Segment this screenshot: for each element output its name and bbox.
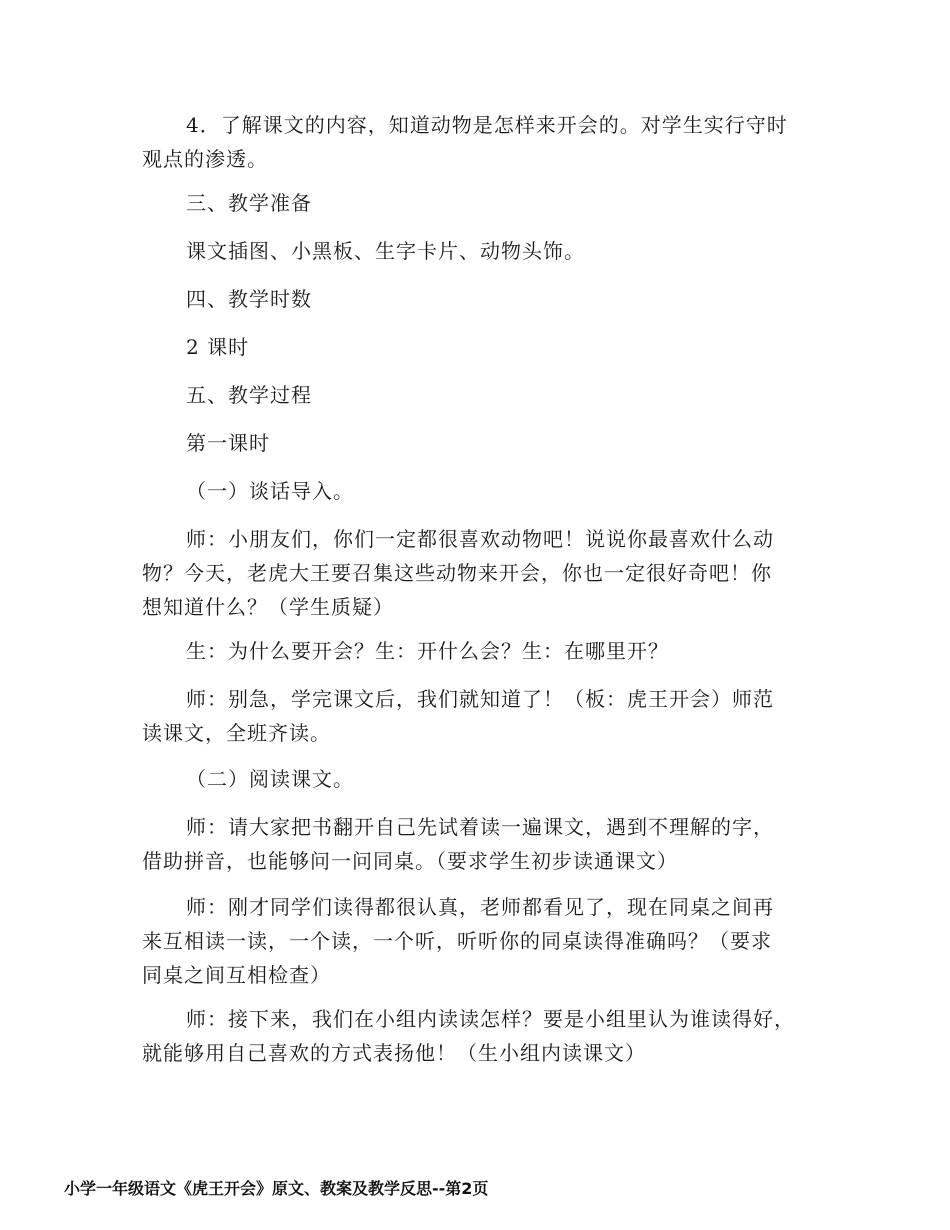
paragraph [142,378,842,412]
paragraph [142,108,842,176]
paragraph-line: 就能够用自己喜欢的方式表扬他！（生小组内读课文） [142,1041,646,1065]
paragraph-line: 师：刚才同学们读得都很认真，老师都看见了，现在同桌之间再 [186,895,774,919]
paragraph [142,282,842,316]
paragraph-line: （一）谈话导入。 [186,479,354,503]
paragraph-line: 师：别急，学完课文后，我们就知道了！（板：虎王开会）师范 [186,687,774,711]
paragraph [142,810,842,878]
paragraph [142,234,842,268]
paragraph-line: （二）阅读课文。 [186,767,354,791]
paragraph-line: 同桌之间互相检查） [142,963,331,987]
paragraph [142,522,842,624]
paragraph-line: 第一课时 [186,431,270,455]
paragraph [142,474,842,508]
page-footer: 小学一年级语文《虎王开会》原文、教案及教学反思--第2页 [64,1179,489,1198]
paragraph-line: 四、教学时数 [186,287,312,311]
paragraph-line: 师：请大家把书翻开自己先试着读一遍课文，遇到不理解的字， [186,815,774,839]
paragraph [142,890,842,992]
paragraph-line: 五、教学过程 [186,383,312,407]
paragraph [142,186,842,220]
paragraph-line: 2 课时 [186,335,250,359]
paragraph [142,1002,842,1070]
paragraph-line: 生：为什么要开会？生：开什么会？生：在哪里开？ [186,639,669,663]
paragraph-line: 4．了解课文的内容，知道动物是怎样来开会的。对学生实行守时 [186,113,788,137]
paragraph-line: 想知道什么？（学生质疑） [142,595,394,619]
paragraph-line: 课文插图、小黑板、生字卡片、动物头饰。 [186,239,585,263]
paragraph-line: 观点的渗透。 [142,147,268,171]
paragraph-line: 师：接下来，我们在小组内读读怎样？要是小组里认为谁读得好， [186,1007,795,1031]
paragraph [142,682,842,750]
paragraph-line: 物？今天，老虎大王要召集这些动物来开会，你也一定很好奇吧！你 [142,561,772,585]
paragraph [142,634,842,668]
paragraph-line: 来互相读一读，一个读，一个听，听听你的同桌读得准确吗？（要求 [142,929,772,953]
paragraph [142,330,842,364]
paragraph-line: 三、教学准备 [186,191,312,215]
paragraph [142,762,842,796]
paragraph-line: 借助拼音，也能够问一问同桌。（要求学生初步读通课文） [142,849,678,873]
paragraph-line: 师：小朋友们，你们一定都很喜欢动物吧！说说你最喜欢什么动 [186,527,774,551]
paragraph [142,426,842,460]
paragraph-line: 读课文，全班齐读。 [142,721,331,745]
